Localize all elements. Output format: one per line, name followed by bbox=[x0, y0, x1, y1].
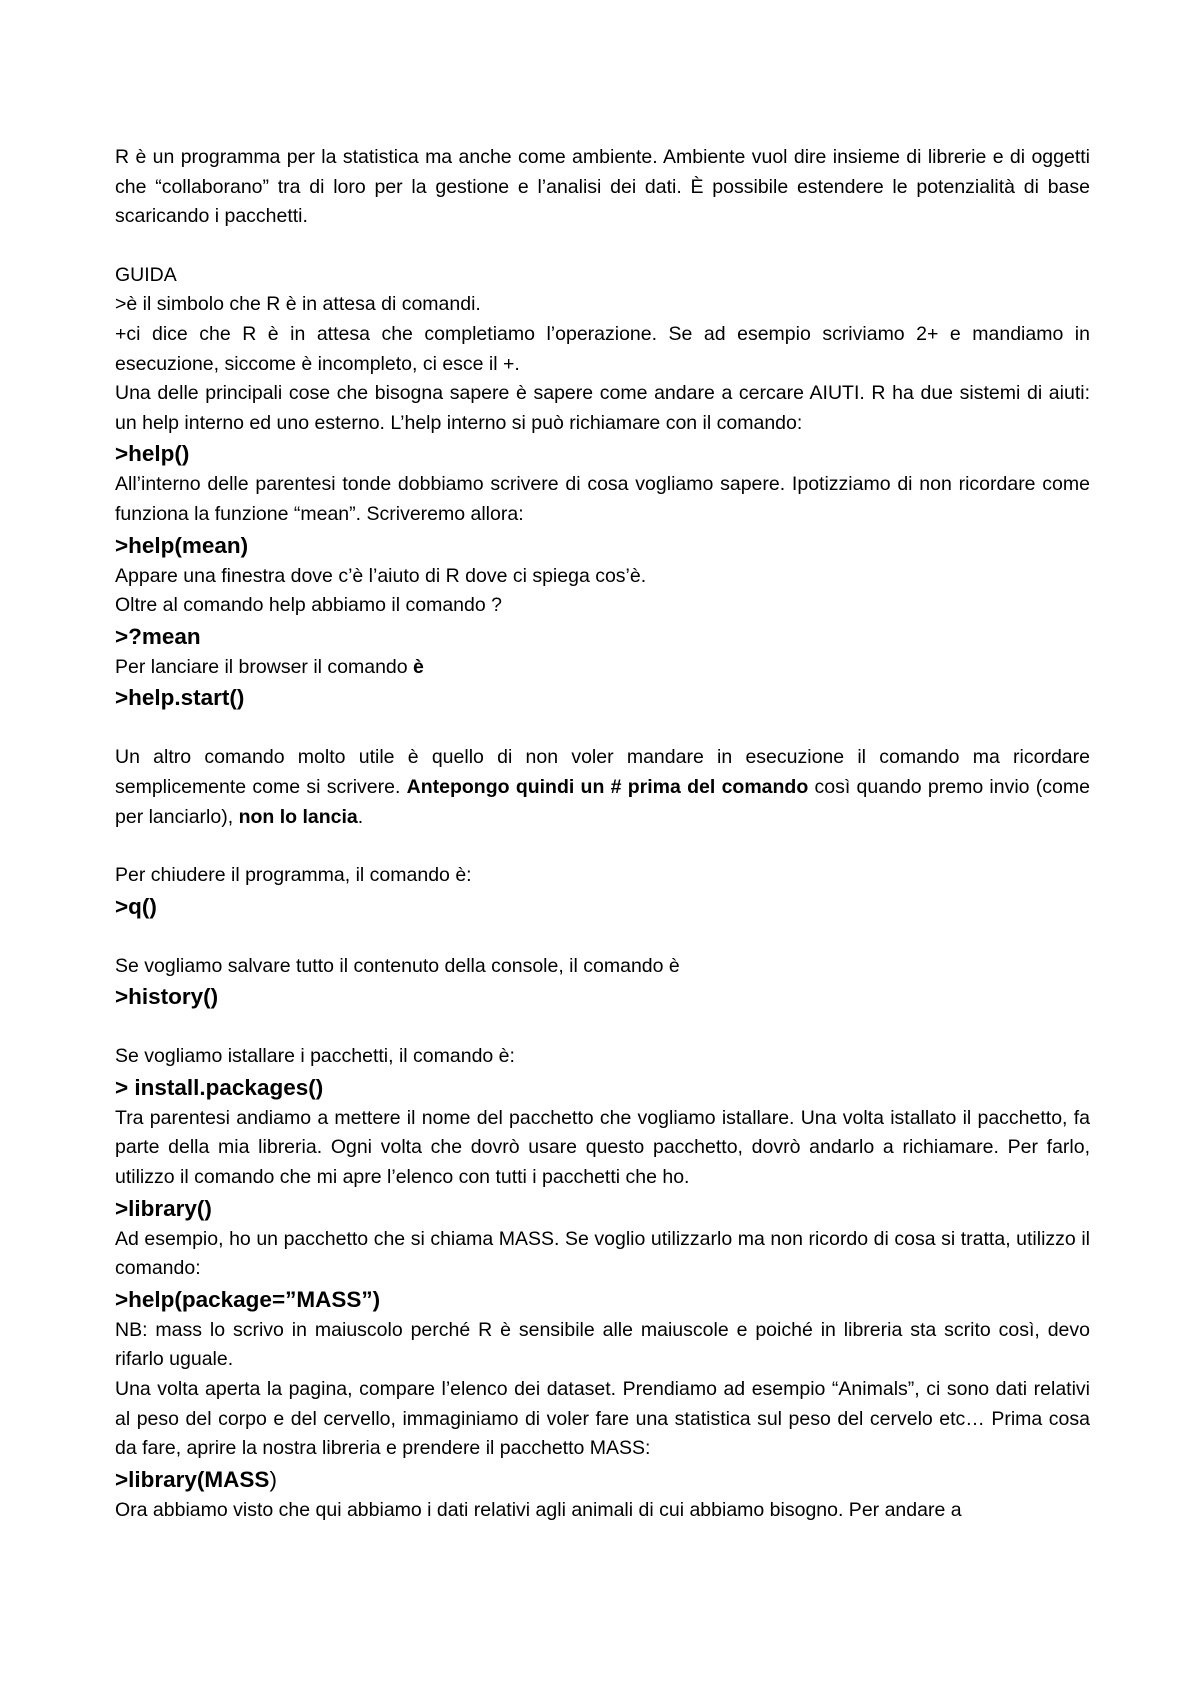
spacer bbox=[115, 923, 1090, 952]
browser-line bbox=[115, 653, 1090, 683]
command-history: >history() bbox=[115, 984, 219, 1010]
command-help-package: >help(package=”MASS”) bbox=[115, 1286, 381, 1312]
altro-text-bold-a: Antepongo quindi un # prima del comando bbox=[406, 775, 809, 798]
browser-line-text: Per lanciare il browser il comando bbox=[115, 655, 414, 678]
command-help-start: >help.start() bbox=[115, 685, 245, 711]
altro-text-e: . bbox=[357, 805, 364, 828]
command-library-mass-close: ) bbox=[269, 1466, 277, 1492]
command-quit: >q() bbox=[115, 893, 157, 919]
altro-text-a: Un altro comando molto utile è quello di non voler mandare in esecuzione il comando ma ricordare semplicemente come si scrivere. bbox=[115, 746, 1090, 798]
ora-line: Ora abbiamo visto che qui abbiamo i dati relativi agli animali di cui abbiamo bisogno. Per andare a bbox=[115, 1498, 962, 1521]
altro-text-bold-b: non lo lancia bbox=[238, 805, 358, 828]
mass-paragraph: Ad esempio, ho un pacchetto che si chiama MASS. Se voglio utilizzarlo ma non ricordo di cosa si tratta, utilizzo il comando: bbox=[115, 1227, 1090, 1280]
prompt-symbol-line: >è il simbolo che R è in attesa di comandi. bbox=[115, 293, 481, 316]
nb-paragraph: NB: mass lo scrivo in maiuscolo perché R è sensibile alle maiuscole e poiché in libreria sta scrito così, devo rifarlo uguale. bbox=[115, 1318, 1090, 1371]
spacer bbox=[115, 1013, 1090, 1042]
command-question-mean: >?mean bbox=[115, 623, 201, 649]
oltre-line: Oltre al comando help abbiamo il comando ? bbox=[115, 594, 502, 617]
command-library-mass bbox=[115, 1464, 1090, 1496]
plus-symbol-paragraph: +ci dice che R è in attesa che completiamo l’operazione. Se ad esempio scriviamo 2+ e mandiamo in esecuzione, siccome è incompleto, ci esce il +. bbox=[115, 322, 1090, 375]
command-help-mean: >help(mean) bbox=[115, 532, 249, 558]
command-help: >help() bbox=[115, 441, 190, 467]
parentesi-paragraph: All’interno delle parentesi tonde dobbiamo scrivere di cosa vogliamo sapere. Ipotizziamo di non ricordare come funziona la funzione “mean”. Scriveremo allora: bbox=[115, 473, 1090, 525]
chiudere-line: Per chiudere il programma, il comando è: bbox=[115, 864, 472, 887]
command-library: >library() bbox=[115, 1195, 212, 1221]
spacer bbox=[115, 232, 1090, 261]
dataset-paragraph: Una volta aperta la pagina, compare l’elenco dei dataset. Prendiamo ad esempio “Animals”, ci sono dati relativi al peso del corpo e del cervello, immaginiamo di voler fare una statistica sul peso del cervelo etc… Prima cosa da fare, aprire la nostra libreria e prendere il pacchetto MASS: bbox=[115, 1378, 1090, 1460]
intro-paragraph: R è un programma per la statistica ma anche come ambiente. Ambiente vuol dire insieme di librerie e di oggetti che “collaborano” tra di loro per la gestione e l’analisi dei dati. È possibile estendere le potenzialità di base scaricando i pacchetti. bbox=[115, 146, 1090, 228]
spacer bbox=[115, 714, 1090, 743]
aiuti-paragraph: Una delle principali cose che bisogna sapere è sapere come andare a cercare AIUTI. R ha due sistemi di aiuti: un help interno ed uno esterno. L’help interno si può richiamare con il comando: bbox=[115, 382, 1090, 434]
command-install-packages: > install.packages() bbox=[115, 1074, 324, 1100]
command-library-mass-text: >library(MASS bbox=[115, 1466, 270, 1492]
browser-line-bold: è bbox=[413, 655, 424, 678]
spacer bbox=[115, 832, 1090, 861]
tra-parentesi-paragraph: Tra parentesi andiamo a mettere il nome del pacchetto che vogliamo istallare. Una volta istallato il pacchetto, fa parte della mia libreria. Ogni volta che dovrò usare questo pacchetto, dovrò andarlo a richiamare. Per farlo, utilizzo il comando che mi apre l’elenco con tutti i pacchetti che ho. bbox=[115, 1106, 1090, 1189]
finestra-line: Appare una finestra dove c’è l’aiuto di R dove ci spiega cos’è. bbox=[115, 564, 647, 587]
document-page bbox=[115, 143, 1090, 1525]
guida-heading: GUIDA bbox=[115, 263, 177, 286]
istallare-line: Se vogliamo istallare i pacchetti, il comando è: bbox=[115, 1045, 515, 1068]
altro-comando-paragraph bbox=[115, 743, 1090, 832]
altro-text-c: così quando premo invio (come per lanciarlo), bbox=[115, 775, 1090, 828]
salvare-line: Se vogliamo salvare tutto il contenuto della console, il comando è bbox=[115, 954, 680, 977]
